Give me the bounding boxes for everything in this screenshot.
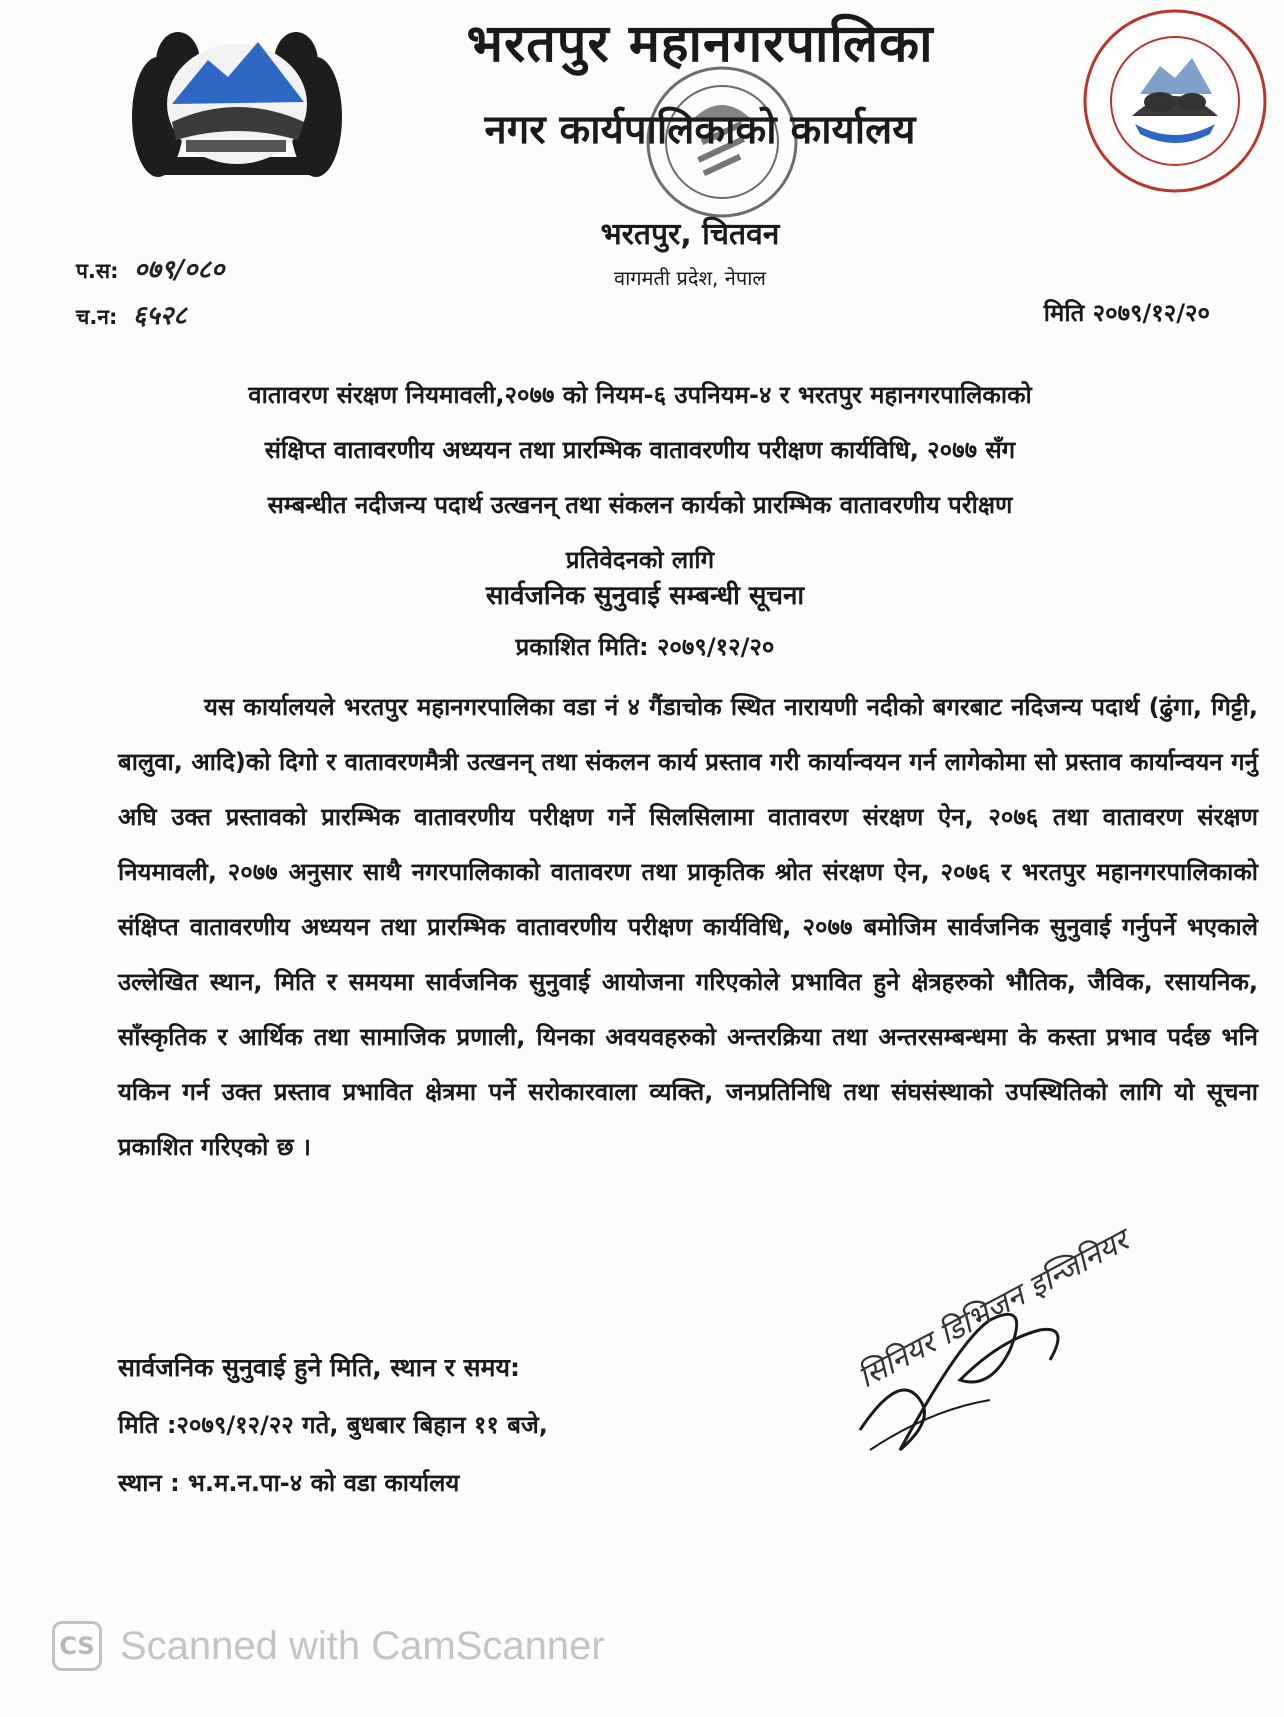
ref-chn-row bbox=[76, 296, 187, 332]
published-date: प्रकाशित मिति: २०७९/१२/२० bbox=[515, 633, 775, 661]
signer-title: सिनियर डिभिजन इन्जिनियर bbox=[852, 1223, 1135, 1396]
subject-line: वातावरण संरक्षण नियमावली,२०७७ को नियम-६ उपनियम-४ र भरतपुर महानगरपालिकाको bbox=[248, 381, 1032, 409]
scanner-watermark bbox=[52, 1618, 605, 1674]
subject-line: सम्बन्धीत नदीजन्य पदार्थ उत्खनन् तथा संकलन कार्यको प्रारम्भिक वातावरणीय परीक्षण bbox=[267, 491, 1013, 519]
hearing-place: स्थान : भ.म.न.पा-४ को वडा कार्यालय bbox=[118, 1469, 460, 1497]
subject-line: प्रतिवेदनको लागि bbox=[565, 546, 715, 574]
ref-ps-row bbox=[76, 250, 224, 286]
subject-line: संक्षिप्त वातावरणीय अध्ययन तथा प्रारम्भिक वातावरणीय परीक्षण कार्यविधि, २०७७ सँग bbox=[264, 436, 1016, 464]
office-subtitle: नगर कार्यपालिकाको कार्यालय bbox=[484, 107, 916, 153]
hearing-date: मिति :२०७९/१२/२२ गते, बुधबार बिहान ११ बजे, bbox=[118, 1411, 548, 1439]
ref-ps-value: ०७९/०८० bbox=[133, 255, 225, 285]
subject-block bbox=[130, 368, 1150, 588]
watermark-text: Scanned with CamScanner bbox=[120, 1623, 605, 1668]
ref-chn-label: च.न: bbox=[76, 305, 118, 329]
letter-date: मिति २०७९/१२/२० bbox=[1043, 299, 1210, 327]
municipality-seal-icon bbox=[1080, 6, 1270, 196]
office-province: वागमती प्रदेश, नेपाल bbox=[614, 266, 766, 290]
ref-ps-label: प.स: bbox=[76, 259, 119, 283]
camscanner-logo-icon: CS bbox=[52, 1621, 102, 1671]
svg-text:— — — —: — — — — bbox=[212, 177, 262, 188]
ref-chn-value: ६५२८ bbox=[132, 301, 187, 331]
office-title: भरतपुर महानगरपालिका bbox=[466, 14, 934, 74]
hearing-heading: सार्वजनिक सुनुवाई हुने मिति, स्थान र समय: bbox=[118, 1353, 520, 1382]
notice-body: यस कार्यालयले भरतपुर महानगरपालिका वडा नं ४ गैंडाचोक स्थित नारायणी नदीको बगरबाट नदिजन्य पदार्थ (ढुंगा, गिट्टी, बालुवा, आदि)को दिगो र वातावरणमैत्री उत्खनन् तथा संकलन कार्य प्रस्ताव गरी कार्यान्वयन गर्न लागेकोमा सो प्रस्ताव कार्यान्वयन गर्नु अघि उक्त प्रस्तावको प्रारम्भिक वातावरणीय परीक्षण गर्ने सिलसिलामा वातावरण संरक्षण ऐन, २०७६ तथा वातावरण संरक्षण नियमावली, २०७७ अनुसार साथै नगरपालिकाको वातावरण तथा प्राकृतिक श्रोत संरक्षण ऐन, २०७६ र भरतपुर महानगरपालिकाको संक्षिप्त वातावरणीय अध्ययन तथा प्रारम्भिक वातावरणीय परीक्षण कार्यविधि, २०७७ बमोजिम सार्वजनिक सुनुवाई गर्नुपर्ने भएकाले उल्लेखित स्थान, मिति र समयमा सार्वजनिक सुनुवाई आयोजना गरिएकोले प्रभावित हुने क्षेत्रहरुको भौतिक, जैविक, रसायनिक, साँस्कृतिक र आर्थिक तथा सामाजिक प्रणाली, यिनका अवयवहरुको अन्तरक्रिया तथा अन्तरसम्बन्धमा के कस्ता प्रभाव पर्दछ भनि यकिन गर्न उक्त प्रस्ताव प्रभावित क्षेत्रमा पर्ने सरोकारवाला व्यक्ति, जनप्रतिनिधि तथा संघसंस्थाको उपस्थितिको लागि यो सूचना प्रकाशित गरिएको छ । bbox=[118, 693, 1258, 1161]
notice-title: सार्वजनिक सुनुवाई सम्बन्धी सूचना bbox=[485, 581, 805, 611]
office-city: भरतपुर, चितवन bbox=[600, 217, 780, 252]
nepal-emblem-icon bbox=[128, 22, 346, 192]
